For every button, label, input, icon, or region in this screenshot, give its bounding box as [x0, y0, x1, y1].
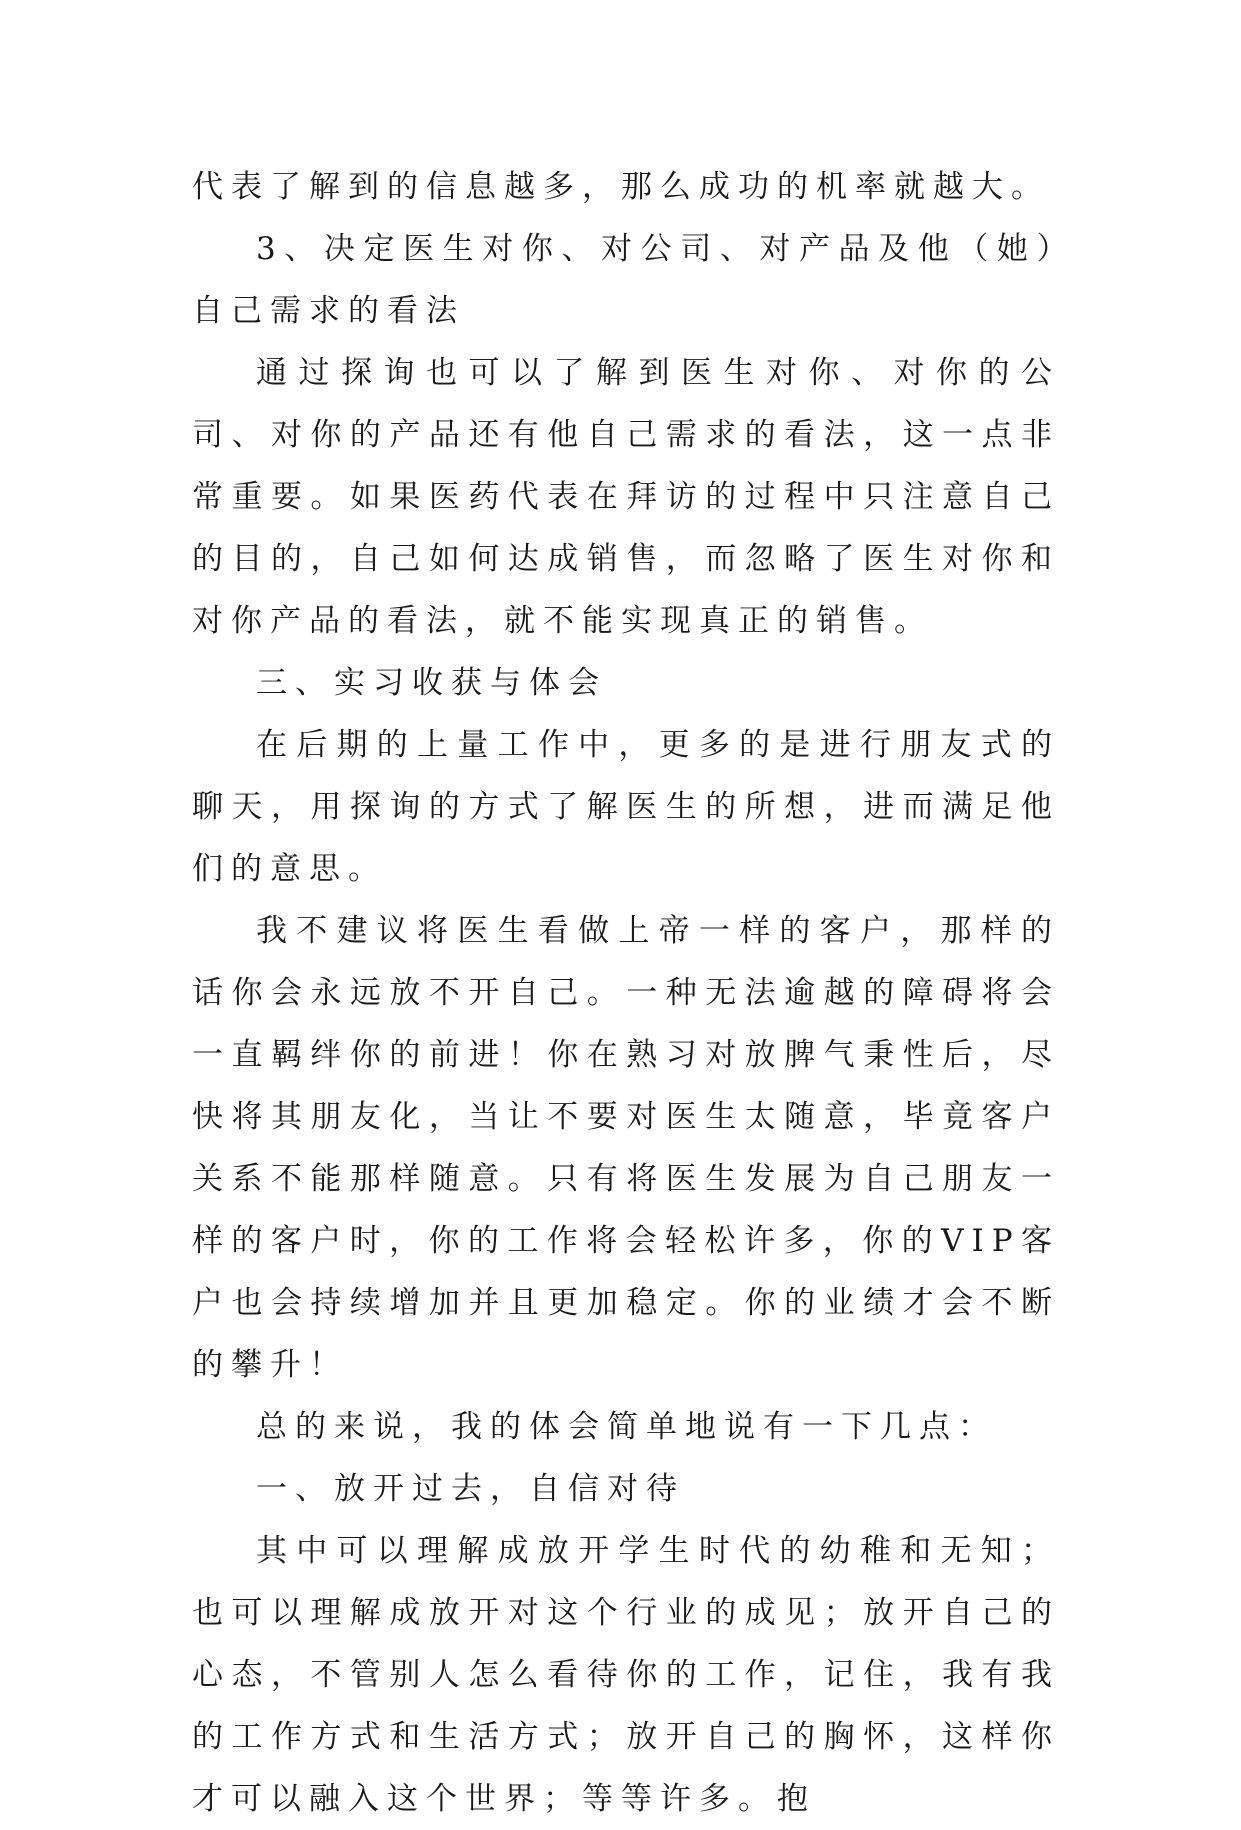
paragraph-continuation: 代表了解到的信息越多，那么成功的机率就越大。: [192, 169, 1050, 205]
section-heading-3: 3、决定医生对你、对公司、对产品及他（她）自己需求的看法: [192, 231, 1060, 329]
paragraph-customer-relations: 我不建议将医生看做上帝一样的客户，那样的话你会永远放不开自己。一种无法逾越的障碍将会一直羁绊你的前进！你在熟习对放脾气秉性后，尽快将其朋友化，当让不要对医生太随意，毕竟客户关系不能那样随意。只有将医生发展为自己朋友一样的客户时，你的工作将会轻松许多，你的VIP客户也会持续增加并且更加稳定。你的业绩才会不断的攀升！: [192, 913, 1060, 1383]
subheading-let-go: 一、放开过去，自信对待: [256, 1471, 685, 1507]
document-body: [192, 156, 1060, 1830]
section-heading-gains: 三、实习收获与体会: [256, 665, 607, 701]
paragraph-inquiry-views: 通过探询也可以了解到医生对你、对你的公司、对你的产品还有他自己需求的看法，这一点非常重要。如果医药代表在拜访的过程中只注意自己的目的，自己如何达成销售，而忽略了医生对你和对你产品的看法，就不能实现真正的销售。: [192, 355, 1060, 639]
paragraph-let-go-detail: 其中可以理解成放开学生时代的幼稚和无知；也可以理解成放开对这个行业的成见；放开自己的心态，不管别人怎么看待你的工作，记住，我有我的工作方式和生活方式；放开自己的胸怀，这样你才可以融入这个世界；等等许多。抱: [192, 1533, 1060, 1817]
paragraph-summary-intro: 总的来说，我的体会简单地说有一下几点：: [256, 1409, 997, 1445]
paragraph-later-work: 在后期的上量工作中，更多的是进行朋友式的聊天，用探询的方式了解医生的所想，进而满足他们的意思。: [192, 727, 1060, 887]
